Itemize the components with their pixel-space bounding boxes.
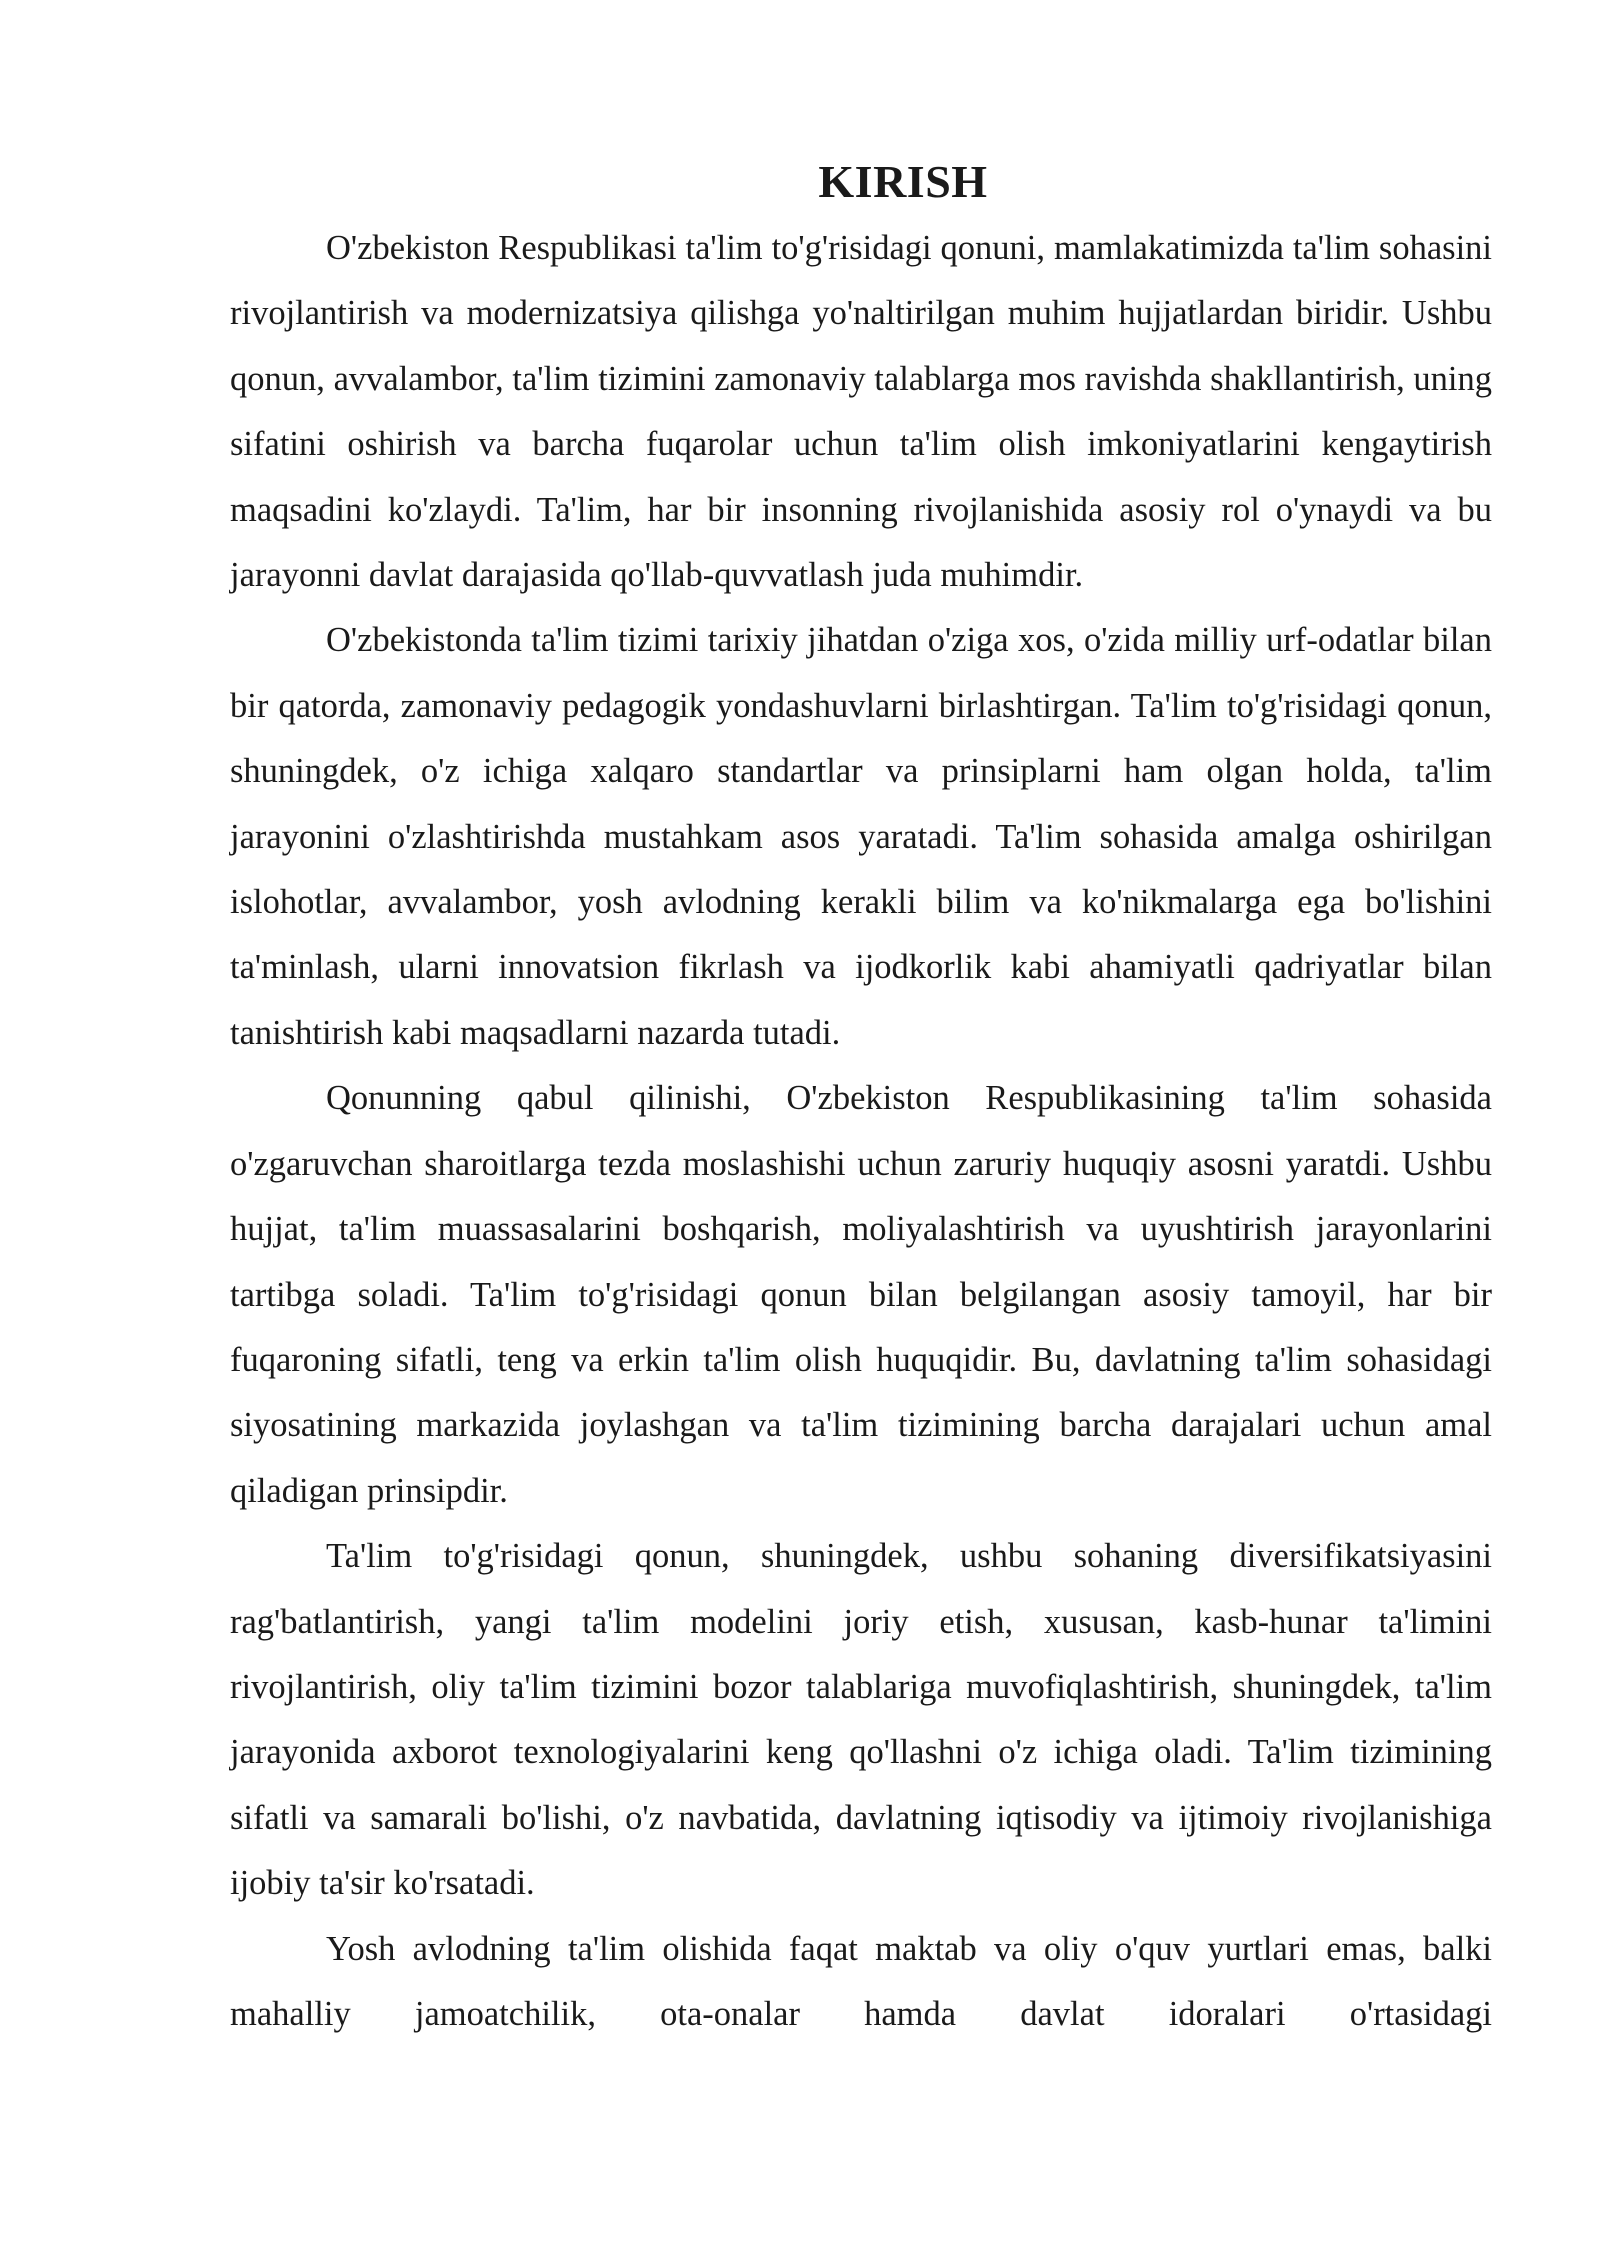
document-title: KIRISH [818,156,988,207]
paragraph-1: O'zbekiston Respublikasi ta'lim to'g'risidagi qonuni, mamlakatimizda ta'lim sohasini rivojlantirish va modernizatsiya qilishga yo'naltirilgan muhim hujjatlardan biridir. Ushbu qonun, avvalambor, ta'lim tizimini zamonaviy talablarga mos ravishda shakllantirish, uning sifatini oshirish va barcha fuqarolar uchun ta'lim olish imkoniyatlarini kengaytirish maqsadini ko'zlaydi. Ta'lim, har bir insonning rivojlanishida asosiy rol o'ynaydi va bu jarayonni davlat darajasida qo'llab-quvvatlash juda muhimdir. [230,229,1492,595]
paragraph-3: Qonunning qabul qilinishi, O'zbekiston Respublikasining ta'lim sohasida o'zgaruvchan sharoitlarga tezda moslashishi uchun zaruriy huquqiy asosni yaratdi. Ushbu hujjat, ta'lim muassasalarini boshqarish, moliyalashtirish va uyushtirish jarayonlarini tartibga soladi. Ta'lim to'g'risidagi qonun bilan belgilangan asosiy tamoyil, har bir fuqaroning sifatli, teng va erkin ta'lim olish huquqidir. Bu, davlatning ta'lim sohasidagi siyosatining markazida joylashgan va ta'lim tizimining barcha darajalari uchun amal qiladigan prinsipdir. [230,1079,1492,1510]
paragraph-5: Yosh avlodning ta'lim olishida faqat maktab va oliy o'quv yurtlari emas, balki mahalliy jamoatchilik, ota-onalar hamda davlat idoralari o'rtasidagi [230,1929,1492,2033]
paragraph-4: Ta'lim to'g'risidagi qonun, shuningdek, ushbu sohaning diversifikatsiyasini rag'batlantirish, yangi ta'lim modelini joriy etish, xususan, kasb-hunar ta'limini rivojlantirish, oliy ta'lim tizimini bozor talablariga muvofiqlashtirish, shuningdek, ta'lim jarayonida axborot texnologiyalarini keng qo'llashni o'z ichiga oladi. Ta'lim tizimining sifatli va samarali bo'lishi, o'z navbatida, davlatning iqtisodiy va ijtimoiy rivojlanishiga ijobiy ta'sir ko'rsatadi. [230,1537,1492,1903]
document-page [230,148,1492,2047]
paragraph-2: O'zbekistonda ta'lim tizimi tarixiy jihatdan o'ziga xos, o'zida milliy urf-odatlar bilan bir qatorda, zamonaviy pedagogik yondashuvlarni birlashtirgan. Ta'lim to'g'risidagi qonun, shuningdek, o'z ichiga xalqaro standartlar va prinsiplarni ham olgan holda, ta'lim jarayonini o'zlashtirishda mustahkam asos yaratadi. Ta'lim sohasida amalga oshirilgan islohotlar, avvalambor, yosh avlodning kerakli bilim va ko'nikmalarga ega bo'lishini ta'minlash, ularni innovatsion fikrlash va ijodkorlik kabi ahamiyatli qadriyatlar bilan tanishtirish kabi maqsadlarni nazarda tutadi. [230,621,1492,1052]
